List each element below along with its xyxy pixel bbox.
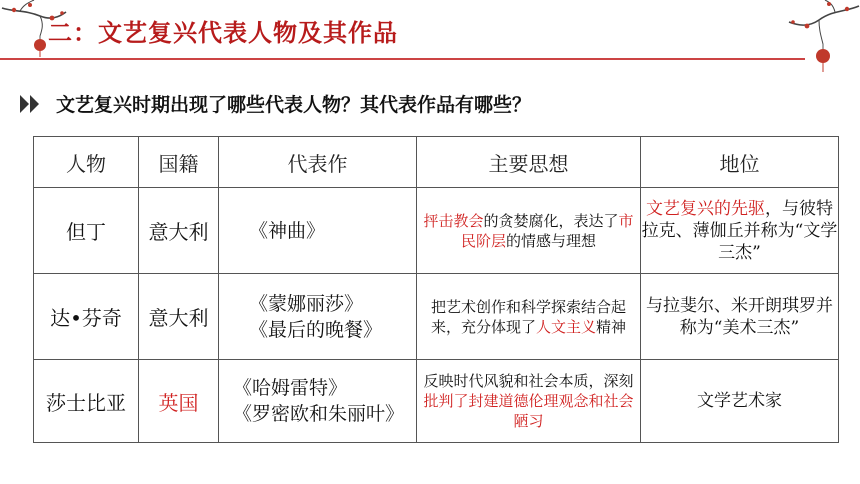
- slide-title-wrap: [48, 14, 398, 46]
- idea-cell: [417, 360, 641, 443]
- header-ideas: 主要思想: [417, 137, 641, 188]
- person-name: 达•芬奇: [34, 274, 139, 360]
- status-segment: ，与彼特拉克、薄伽丘并称为“文学三杰”: [641, 198, 838, 263]
- status-cell: [641, 360, 839, 443]
- idea-segment: 反映时代风貌和社会本质，深刻: [423, 372, 634, 390]
- header-person: 人物: [34, 137, 139, 188]
- title-rule: [0, 58, 805, 60]
- table-row: [34, 360, 839, 443]
- work-title: 《最后的晚餐》: [249, 318, 383, 341]
- status-cell: [641, 188, 839, 274]
- idea-segment: 市民阶层: [460, 211, 634, 250]
- header-works: 代表作: [219, 137, 417, 188]
- plum-branch-right-icon: [785, 0, 860, 80]
- work-title: 《罗密欧和朱丽叶》: [233, 403, 405, 425]
- question-text: 文艺复兴时期出现了哪些代表人物？其代表作品有哪些？: [56, 94, 532, 116]
- idea-segment: 抨击教会: [423, 211, 484, 230]
- table-header-row: [34, 137, 839, 188]
- idea-cell: [417, 188, 641, 274]
- nationality: 英国: [139, 360, 219, 443]
- idea-segment: 把艺术创作和科学探索结合起来，充分体现了: [430, 297, 626, 336]
- question-line: [20, 90, 531, 117]
- idea-segment: 人文主义: [535, 317, 596, 336]
- idea-segment: 批判了封建道德伦理观念和社会陋习: [423, 392, 634, 430]
- header-nationality: 国籍: [139, 137, 219, 188]
- status-segment: 文艺复兴的先驱: [646, 198, 765, 219]
- nationality: 意大利: [139, 274, 219, 360]
- renaissance-table: [33, 136, 839, 443]
- works-cell: [219, 274, 417, 360]
- work-title: 《蒙娜丽莎》: [249, 292, 364, 315]
- idea-segment: 的贪婪腐化，表达了: [483, 211, 619, 230]
- idea-cell: [417, 274, 641, 360]
- slide-title: 二：文艺复兴代表人物及其作品: [48, 18, 398, 47]
- work-title: 《神曲》: [249, 219, 326, 242]
- idea-segment: 的情感与理想: [506, 231, 597, 250]
- works-cell: [219, 188, 417, 274]
- table-row: [34, 274, 839, 360]
- status-segment: 与拉斐尔、米开朗琪罗并称为“美术三杰”: [646, 295, 833, 338]
- status-segment: 文学艺术家: [697, 391, 782, 411]
- double-chevron-icon: [20, 95, 40, 113]
- works-cell: [219, 360, 417, 443]
- work-title: 《哈姆雷特》: [233, 377, 348, 399]
- status-cell: [641, 274, 839, 360]
- table-row: [34, 188, 839, 274]
- idea-segment: 精神: [596, 317, 627, 336]
- person-name: 莎士比亚: [34, 360, 139, 443]
- header-status: 地位: [641, 137, 839, 188]
- person-name: 但丁: [34, 188, 139, 274]
- nationality: 意大利: [139, 188, 219, 274]
